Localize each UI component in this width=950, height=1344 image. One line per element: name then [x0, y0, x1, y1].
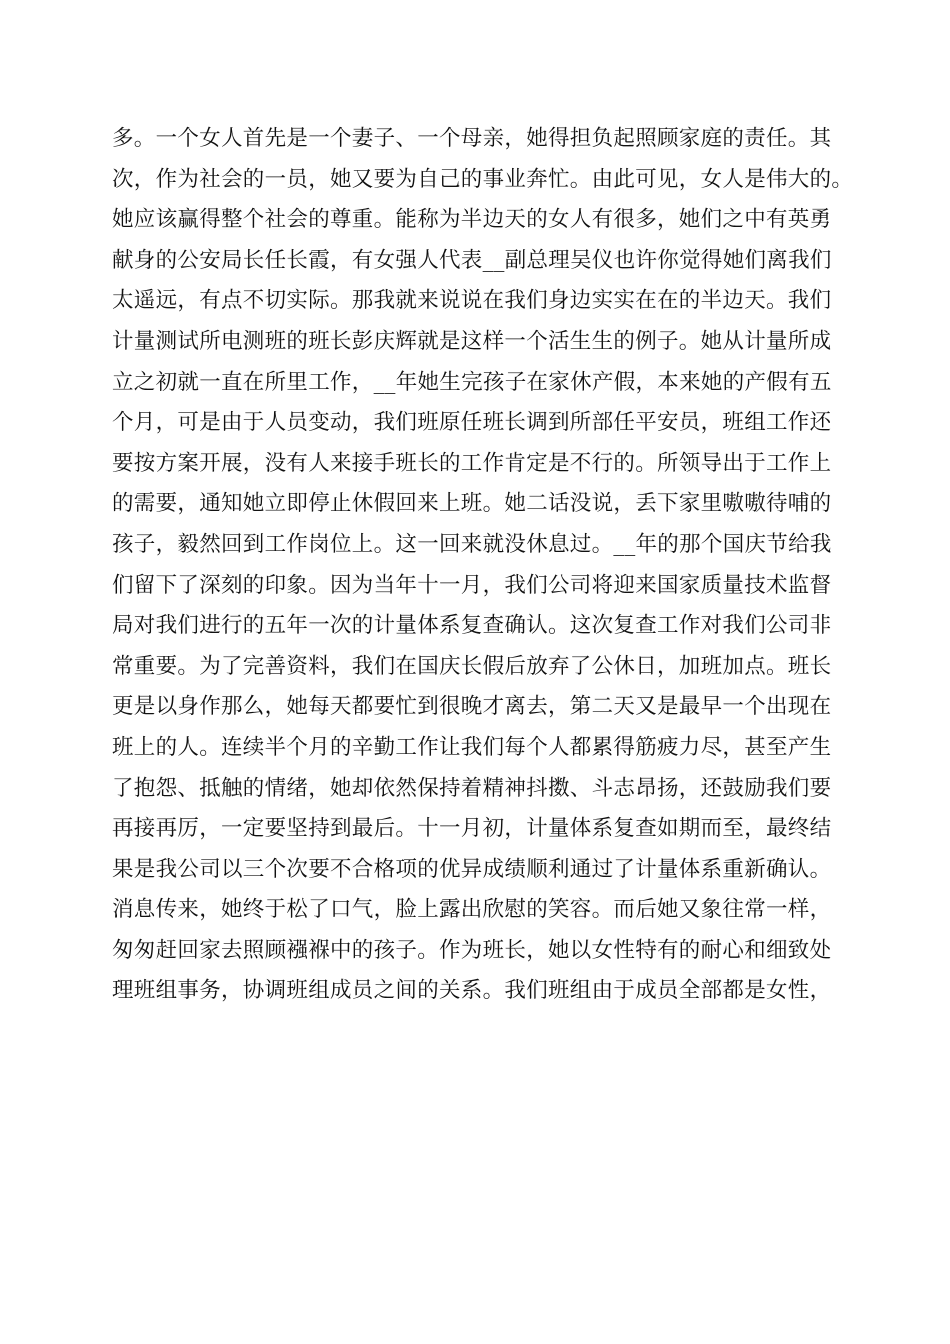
text-line: 果是我公司以三个次要不合格项的优异成绩顺利通过了计量体系重新确认。: [112, 856, 832, 882]
text-line: 常重要。为了完善资料，我们在国庆长假后放弃了公休日，加班加点。班长: [112, 653, 832, 679]
text-line: 要按方案开展，没有人来接手班长的工作肯定是不行的。所领导出于工作上: [112, 450, 832, 476]
text-line: 班上的人。连续半个月的辛勤工作让我们每个人都累得筋疲力尽，甚至产生: [112, 734, 832, 760]
text-line: 立之初就一直在所里工作，__年她生完孩子在家休产假，本来她的产假有五: [112, 369, 832, 395]
text-line: 计量测试所电测班的班长彭庆辉就是这样一个活生生的例子。她从计量所成: [112, 328, 832, 354]
text-line: 多。一个女人首先是一个妻子、一个母亲，她得担负起照顾家庭的责任。其: [112, 126, 832, 151]
text-line: 理班组事务，协调班组成员之间的关系。我们班组由于成员全部都是女性，: [112, 978, 832, 1004]
text-line: 献身的公安局长任长霞，有女强人代表__副总理吴仪也许你觉得她们离我们: [112, 247, 832, 273]
text-line: 太遥远，有点不切实际。那我就来说说在我们身边实实在在的半边天。我们: [112, 288, 832, 314]
text-line: 更是以身作那么，她每天都要忙到很晚才离去，第二天又是最早一个出现在: [112, 694, 832, 720]
text-line: 匆匆赶回家去照顾襁褓中的孩子。作为班长，她以女性特有的耐心和细致处: [112, 937, 832, 963]
text-line: 消息传来，她终于松了口气，脸上露出欣慰的笑容。而后她又象往常一样，: [112, 897, 832, 923]
text-line: 的需要，通知她立即停止休假回来上班。她二话没说，丢下家里嗷嗷待哺的: [112, 491, 832, 517]
text-line: 局对我们进行的五年一次的计量体系复查确认。这次复查工作对我们公司非: [112, 613, 832, 639]
body-text: [112, 119, 872, 1012]
text-line: 了抱怨、抵触的情绪，她却依然保持着精神抖擞、斗志昂扬，还鼓励我们要: [112, 775, 832, 801]
text-line: 孩子，毅然回到工作岗位上。这一回来就没休息过。__年的那个国庆节给我: [112, 531, 832, 557]
text-line: 们留下了深刻的印象。因为当年十一月，我们公司将迎来国家质量技术监督: [112, 572, 832, 598]
text-line: 个月，可是由于人员变动，我们班原任班长调到所部任平安员，班组工作还: [112, 410, 832, 436]
text-line: 次，作为社会的一员，她又要为自己的事业奔忙。由此可见，女人是伟大的。: [112, 166, 854, 192]
text-line: 她应该赢得整个社会的尊重。能称为半边天的女人有很多，她们之中有英勇: [112, 207, 832, 233]
text-line: 再接再厉，一定要坚持到最后。十一月初，计量体系复查如期而至，最终结: [112, 816, 832, 842]
